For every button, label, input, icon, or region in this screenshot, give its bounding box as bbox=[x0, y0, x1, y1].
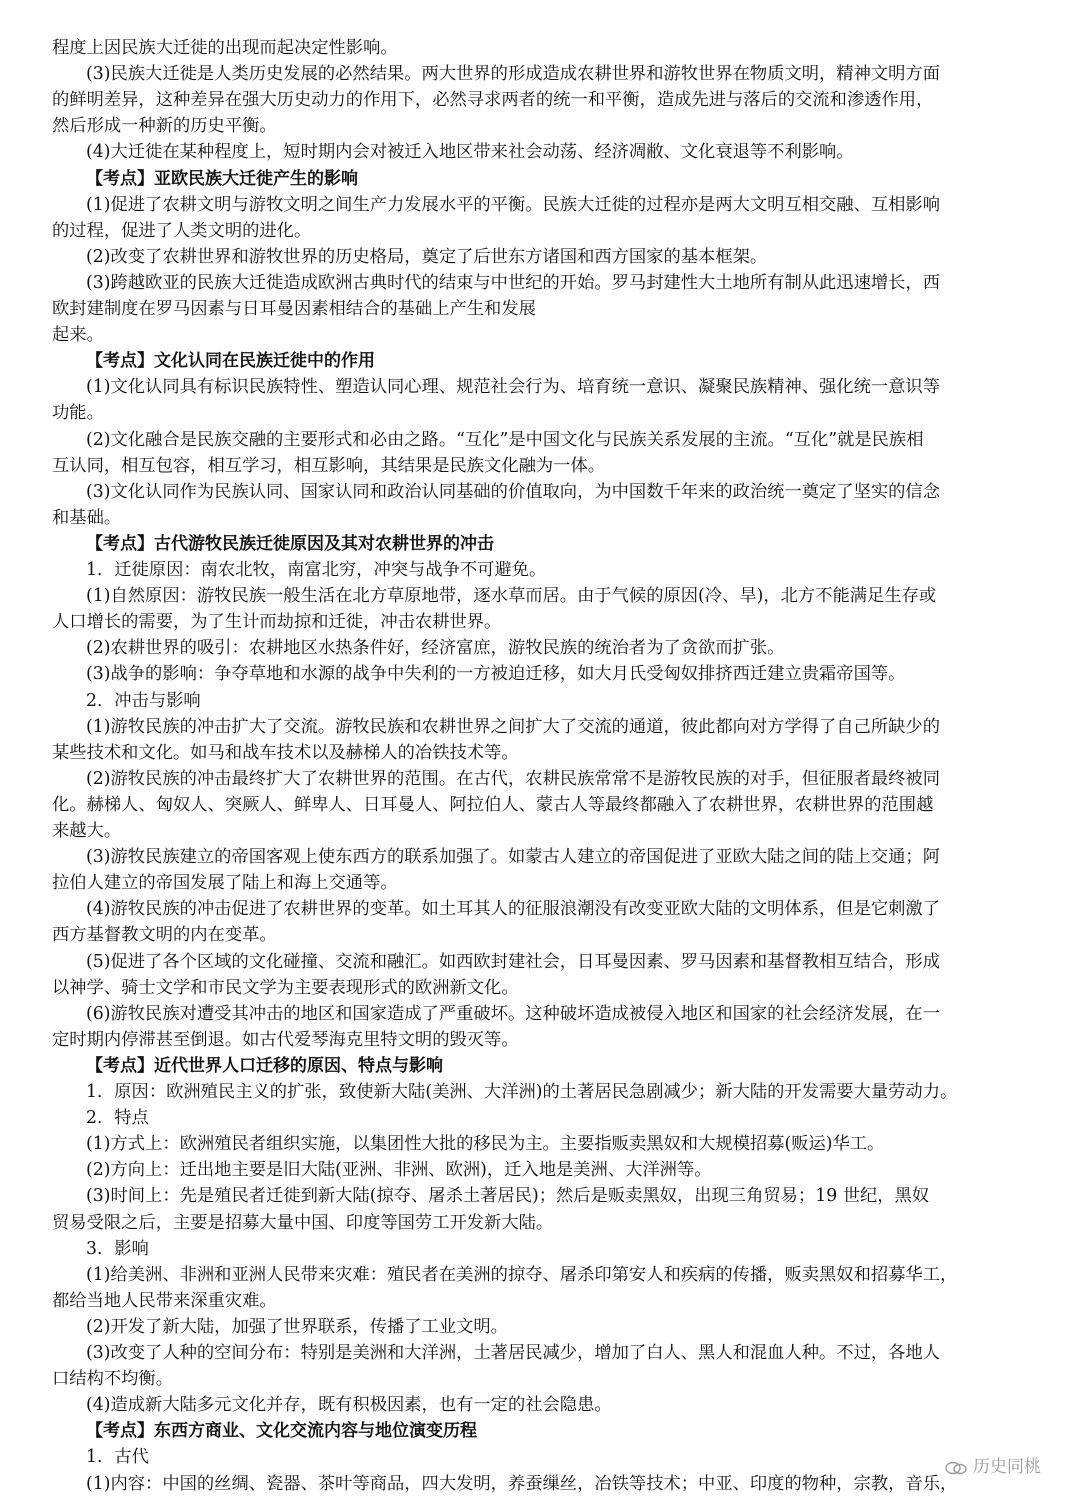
section-heading: 【考点】文化认同在民族迁徙中的作用 bbox=[86, 351, 375, 372]
text-line: (1)内容：中国的丝绸、瓷器、茶叶等商品，四大发明，养蚕缫丝，冶铁等技术；中亚、印度的物种，宗教，音乐， bbox=[86, 1473, 958, 1494]
text-line: (2)文化融合是民族交融的主要形式和必由之路。“互化”是中国文化与民族关系发展的主流。“互化”就是民族相 bbox=[86, 429, 924, 450]
text-line: 西方基督教文明的内在变革。 bbox=[52, 925, 277, 946]
text-line: 然后形成一种新的历史平衡。 bbox=[52, 116, 277, 137]
text-line: (4)造成新大陆多元文化并存，既有积极因素，也有一定的社会隐患。 bbox=[86, 1395, 612, 1416]
watermark bbox=[945, 1452, 1041, 1477]
text-line: 程度上因民族大迁徙的出现而起决定性影响。 bbox=[52, 38, 398, 58]
wechat-icon bbox=[945, 1460, 967, 1474]
text-line: (1)方式上：欧洲殖民者组织实施，以集团性大批的移民为主。主要指贩卖黑奴和大规模招募(贩运)华工。 bbox=[86, 1134, 885, 1155]
text-line: (2)开发了新大陆，加强了世界联系，传播了工业文明。 bbox=[86, 1316, 508, 1337]
section-heading: 【考点】东西方商业、文化交流内容与地位演变历程 bbox=[86, 1421, 477, 1442]
text-line: (1)促进了农耕文明与游牧文明之间生产力发展水平的平衡。民族大迁徙的过程亦是两大文明互相交融、互相影响 bbox=[86, 194, 940, 215]
text-line: (2)游牧民族的冲击最终扩大了农耕世界的范围。在古代，农耕民族常常不是游牧民族的对手，但征服者最终被同 bbox=[86, 768, 940, 789]
text-line: 定时期内停滞甚至倒退。如古代爱琴海克里特文明的毁灭等。 bbox=[52, 1029, 519, 1050]
text-line: (1)自然原因：游牧民族一般生活在北方草原地带，逐水草而居。由于气候的原因(冷、旱)，北方不能满足生存或 bbox=[86, 586, 937, 607]
text-line: 和基础。 bbox=[52, 507, 122, 528]
text-line: 的过程，促进了人类文明的进化。 bbox=[52, 220, 312, 241]
text-line: 某些技术和文化。如马和战车技术以及赫梯人的冶铁技术等。 bbox=[52, 742, 519, 763]
text-line: 功能。 bbox=[52, 403, 104, 424]
section-heading: 【考点】近代世界人口迁移的原因、特点与影响 bbox=[86, 1055, 443, 1076]
text-line: (4)游牧民族的冲击促进了农耕世界的变革。如土耳其人的征服浪潮没有改变亚欧大陆的文明体系，但是它刺激了 bbox=[86, 899, 940, 920]
section-heading: 【考点】古代游牧民族迁徙原因及其对农耕世界的冲击 bbox=[86, 533, 494, 554]
text-line: (2)方向上：迁出地主要是旧大陆(亚洲、非洲、欧洲)，迁入地是美洲、大洋洲等。 bbox=[86, 1160, 712, 1181]
text-line: (1)给美洲、非洲和亚洲人民带来灾难：殖民者在美洲的掠夺、屠杀印第安人和疾病的传播，贩卖黑奴和招募华工， bbox=[86, 1264, 958, 1285]
section-heading: 【考点】亚欧民族大迁徙产生的影响 bbox=[86, 168, 358, 189]
text-line: 拉伯人建立的帝国发展了陆上和海上交通等。 bbox=[52, 873, 398, 894]
text-line: 3．影响 bbox=[86, 1238, 149, 1259]
text-line: 人口增长的需要，为了生计而劫掠和迁徙，冲击农耕世界。 bbox=[52, 612, 502, 633]
text-line: 欧封建制度在罗马因素与日耳曼因素相结合的基础上产生和发展 bbox=[52, 299, 536, 319]
text-line: (4)大迁徙在某种程度上，短时期内会对被迁入地区带来社会动荡、经济凋敝、文化衰退等不利影响。 bbox=[86, 142, 854, 163]
text-line: (3)游牧民族建立的帝国客观上使东西方的联系加强了。如蒙古人建立的帝国促进了亚欧大陆之间的陆上交通；阿 bbox=[86, 847, 940, 868]
text-line: (5)促进了各个区域的文化碰撞、交流和融汇。如西欧封建社会，日耳曼因素、罗马因素和基督教相互结合，形成 bbox=[86, 951, 940, 972]
text-line: (1)游牧民族的冲击扩大了交流。游牧民族和农耕世界之间扩大了交流的通道，彼此都向对方学得了自己所缺少的 bbox=[86, 716, 940, 737]
text-line: (2)农耕世界的吸引：农耕地区水热条件好，经济富庶，游牧民族的统治者为了贪欲而扩张。 bbox=[86, 638, 785, 659]
text-line: 的鲜明差异，这种差异在强大历史动力的作用下，必然寻求两者的统一和平衡，造成先进与落后的交流和渗透作用， bbox=[52, 90, 934, 111]
text-line: (3)跨越欧亚的民族大迁徙造成欧洲古典时代的结束与中世纪的开始。罗马封建性大土地所有制从此迅速增长，西 bbox=[86, 272, 940, 293]
text-line: (2)改变了农耕世界和游牧世界的历史格局，奠定了后世东方诸国和西方国家的基本框架。 bbox=[86, 246, 768, 267]
watermark-text: 历史同桃 bbox=[973, 1457, 1041, 1477]
text-line: 都给当地人民带来深重灾难。 bbox=[52, 1290, 277, 1311]
text-line: (3)时间上：先是殖民者迁徙到新大陆(掠夺、屠杀土著居民)；然后是贩卖黑奴，出现三角贸易；19 世纪，黑奴 bbox=[86, 1186, 930, 1207]
text-line: 1．迁徙原因：南农北牧，南富北穷，冲突与战争不可避免。 bbox=[86, 560, 547, 580]
text-line: 2．特点 bbox=[86, 1108, 149, 1129]
text-line: 1．古代 bbox=[86, 1447, 149, 1468]
text-line: 贸易受限之后，主要是招募大量中国、印度等国劳工开发新大陆。 bbox=[52, 1212, 554, 1233]
text-line: 互认同，相互包容，相互学习，相互影响，其结果是民族文化融为一体。 bbox=[52, 455, 606, 476]
text-line: 口结构不均衡。 bbox=[52, 1369, 173, 1390]
text-line: 化。赫梯人、匈奴人、突厥人、鲜卑人、日耳曼人、阿拉伯人、蒙古人等最终都融入了农耕世界，农耕世界的范围越 bbox=[52, 794, 934, 815]
text-line: (6)游牧民族对遭受其冲击的地区和国家造成了严重破坏。这种破坏造成被侵入地区和国家的社会经济发展，在一 bbox=[86, 1003, 940, 1024]
text-line: 来越大。 bbox=[52, 821, 122, 841]
text-line: (3)文化认同作为民族认同、国家认同和政治认同基础的价值取向，为中国数千年来的政治统一奠定了坚实的信念 bbox=[86, 481, 940, 502]
text-line: (3)战争的影响：争夺草地和水源的战争中失利的一方被迫迁移，如大月氏受匈奴排挤西迁建立贵霜帝国等。 bbox=[86, 664, 906, 685]
text-line: (1)文化认同具有标识民族特性、塑造认同心理、规范社会行为、培育统一意识、凝聚民族精神、强化统一意识等 bbox=[86, 377, 940, 398]
text-line: (3)改变了人种的空间分布：特别是美洲和大洋洲，土著居民减少，增加了白人、黑人和混血人种。不过，各地人 bbox=[86, 1343, 940, 1363]
text-line: 起来。 bbox=[52, 325, 104, 346]
text-line: 2．冲击与影响 bbox=[86, 690, 201, 711]
text-line: 1．原因：欧洲殖民主义的扩张，致使新大陆(美洲、大洋洲)的土著居民急剧减少；新大陆的开发需要大量劳动力。 bbox=[86, 1082, 958, 1102]
text-line: (3)民族大迁徙是人类历史发展的必然结果。两大世界的形成造成农耕世界和游牧世界在物质文明，精神文明方面 bbox=[86, 64, 940, 85]
text-line: 以神学、骑士文学和市民文学为主要表现形式的欧洲新文化。 bbox=[52, 977, 519, 998]
